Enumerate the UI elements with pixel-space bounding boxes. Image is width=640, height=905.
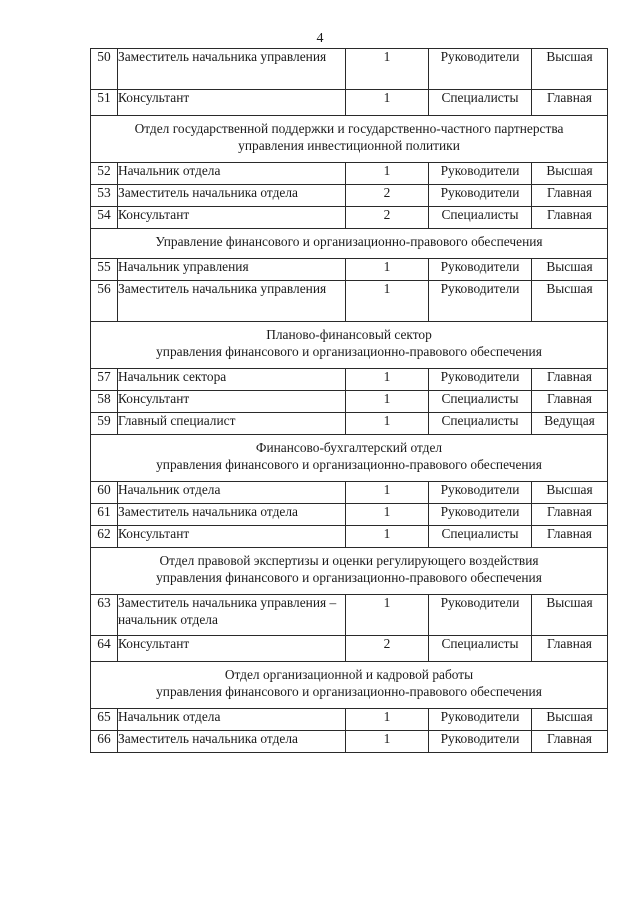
position-group: Высшая <box>532 281 608 322</box>
position-group: Главная <box>532 207 608 229</box>
position-title: Заместитель начальника отдела <box>118 731 346 753</box>
section-title-line: Финансово-бухгалтерский отдел <box>255 440 443 455</box>
table-row <box>91 731 608 753</box>
position-group: Главная <box>532 90 608 116</box>
row-number: 56 <box>91 281 118 322</box>
row-number: 52 <box>91 163 118 185</box>
position-category: Специалисты <box>429 636 532 662</box>
section-title-line: Отдел правовой экспертизы и оценки регулирующего воздействия <box>159 553 539 568</box>
position-category: Руководители <box>429 185 532 207</box>
position-category: Руководители <box>429 482 532 504</box>
section-title <box>91 435 608 482</box>
table-row <box>91 49 608 90</box>
position-title: Заместитель начальника управления <box>118 49 346 90</box>
table-row <box>91 413 608 435</box>
section-header-row <box>91 322 608 369</box>
position-count: 1 <box>346 369 429 391</box>
position-title: Консультант <box>118 636 346 662</box>
position-title: Главный специалист <box>118 413 346 435</box>
section-title-line: управления финансового и организационно-правового обеспечения <box>156 456 542 472</box>
row-number: 61 <box>91 504 118 526</box>
section-title-line: управления финансового и организационно-правового обеспечения <box>156 683 542 699</box>
staff-positions-table <box>90 48 608 753</box>
row-number: 60 <box>91 482 118 504</box>
table-row <box>91 504 608 526</box>
position-category: Специалисты <box>429 526 532 548</box>
section-title-line: Планово-финансовый сектор <box>266 327 432 342</box>
section-title-line: Отдел организационной и кадровой работы <box>224 667 474 682</box>
position-title: Начальник отдела <box>118 482 346 504</box>
position-category: Руководители <box>429 595 532 636</box>
row-number: 62 <box>91 526 118 548</box>
section-title <box>91 229 608 259</box>
table-row <box>91 482 608 504</box>
row-number: 58 <box>91 391 118 413</box>
position-group: Главная <box>532 185 608 207</box>
section-title-line: управления инвестиционной политики <box>238 137 460 153</box>
position-count: 1 <box>346 504 429 526</box>
table-row <box>91 369 608 391</box>
position-title: Заместитель начальника управления <box>118 281 346 322</box>
position-title: Начальник сектора <box>118 369 346 391</box>
section-title-line: управления финансового и организационно-правового обеспечения <box>156 343 542 359</box>
section-header-row <box>91 116 608 163</box>
position-title: Консультант <box>118 207 346 229</box>
section-title-line: Управление финансового и организационно-правового обеспечения <box>155 234 543 249</box>
position-category: Специалисты <box>429 90 532 116</box>
position-group: Главная <box>532 526 608 548</box>
position-category: Руководители <box>429 49 532 90</box>
position-count: 1 <box>346 413 429 435</box>
position-count: 1 <box>346 731 429 753</box>
position-category: Специалисты <box>429 207 532 229</box>
position-title: Начальник отдела <box>118 163 346 185</box>
position-group: Главная <box>532 504 608 526</box>
page-number: 4 <box>316 31 324 46</box>
position-group: Главная <box>532 391 608 413</box>
position-count: 1 <box>346 709 429 731</box>
position-category: Руководители <box>429 731 532 753</box>
position-category: Руководители <box>429 369 532 391</box>
row-number: 66 <box>91 731 118 753</box>
position-category: Специалисты <box>429 391 532 413</box>
position-category: Руководители <box>429 281 532 322</box>
table-row <box>91 526 608 548</box>
position-group: Высшая <box>532 259 608 281</box>
position-count: 1 <box>346 163 429 185</box>
position-group: Главная <box>532 636 608 662</box>
position-category: Руководители <box>429 504 532 526</box>
section-header-row <box>91 229 608 259</box>
position-category: Специалисты <box>429 413 532 435</box>
position-group: Высшая <box>532 49 608 90</box>
position-group: Высшая <box>532 709 608 731</box>
position-count: 2 <box>346 636 429 662</box>
row-number: 53 <box>91 185 118 207</box>
position-count: 1 <box>346 49 429 90</box>
position-title: Заместитель начальника отдела <box>118 504 346 526</box>
position-count: 2 <box>346 207 429 229</box>
position-group: Высшая <box>532 482 608 504</box>
table-row <box>91 391 608 413</box>
table-row <box>91 259 608 281</box>
position-count: 1 <box>346 595 429 636</box>
section-header-row <box>91 435 608 482</box>
position-count: 1 <box>346 259 429 281</box>
table-row <box>91 90 608 116</box>
section-title <box>91 662 608 709</box>
position-title: Консультант <box>118 90 346 116</box>
table-row <box>91 709 608 731</box>
section-title <box>91 548 608 595</box>
table-row <box>91 207 608 229</box>
row-number: 59 <box>91 413 118 435</box>
section-title <box>91 322 608 369</box>
position-count: 1 <box>346 526 429 548</box>
table-row <box>91 595 608 636</box>
position-category: Руководители <box>429 709 532 731</box>
position-group: Главная <box>532 731 608 753</box>
row-number: 50 <box>91 49 118 90</box>
row-number: 65 <box>91 709 118 731</box>
row-number: 57 <box>91 369 118 391</box>
position-group: Высшая <box>532 595 608 636</box>
position-title: Консультант <box>118 526 346 548</box>
row-number: 55 <box>91 259 118 281</box>
position-group: Ведущая <box>532 413 608 435</box>
row-number: 54 <box>91 207 118 229</box>
position-group: Главная <box>532 369 608 391</box>
position-title: Начальник управления <box>118 259 346 281</box>
position-title: Заместитель начальника отдела <box>118 185 346 207</box>
table-row <box>91 636 608 662</box>
position-count: 1 <box>346 281 429 322</box>
table-row <box>91 185 608 207</box>
position-title: Начальник отдела <box>118 709 346 731</box>
section-title <box>91 116 608 163</box>
position-category: Руководители <box>429 259 532 281</box>
position-group: Высшая <box>532 163 608 185</box>
position-count: 1 <box>346 482 429 504</box>
position-title: Консультант <box>118 391 346 413</box>
row-number: 63 <box>91 595 118 636</box>
table-row <box>91 281 608 322</box>
position-count: 2 <box>346 185 429 207</box>
section-header-row <box>91 548 608 595</box>
position-count: 1 <box>346 391 429 413</box>
row-number: 64 <box>91 636 118 662</box>
position-title: Заместитель начальника управления – начальник отдела <box>118 595 346 636</box>
row-number: 51 <box>91 90 118 116</box>
table-row <box>91 163 608 185</box>
position-category: Руководители <box>429 163 532 185</box>
section-title-line: управления финансового и организационно-правового обеспечения <box>156 569 542 585</box>
position-count: 1 <box>346 90 429 116</box>
section-header-row <box>91 662 608 709</box>
section-title-line: Отдел государственной поддержки и государственно-частного партнерства <box>134 121 564 136</box>
